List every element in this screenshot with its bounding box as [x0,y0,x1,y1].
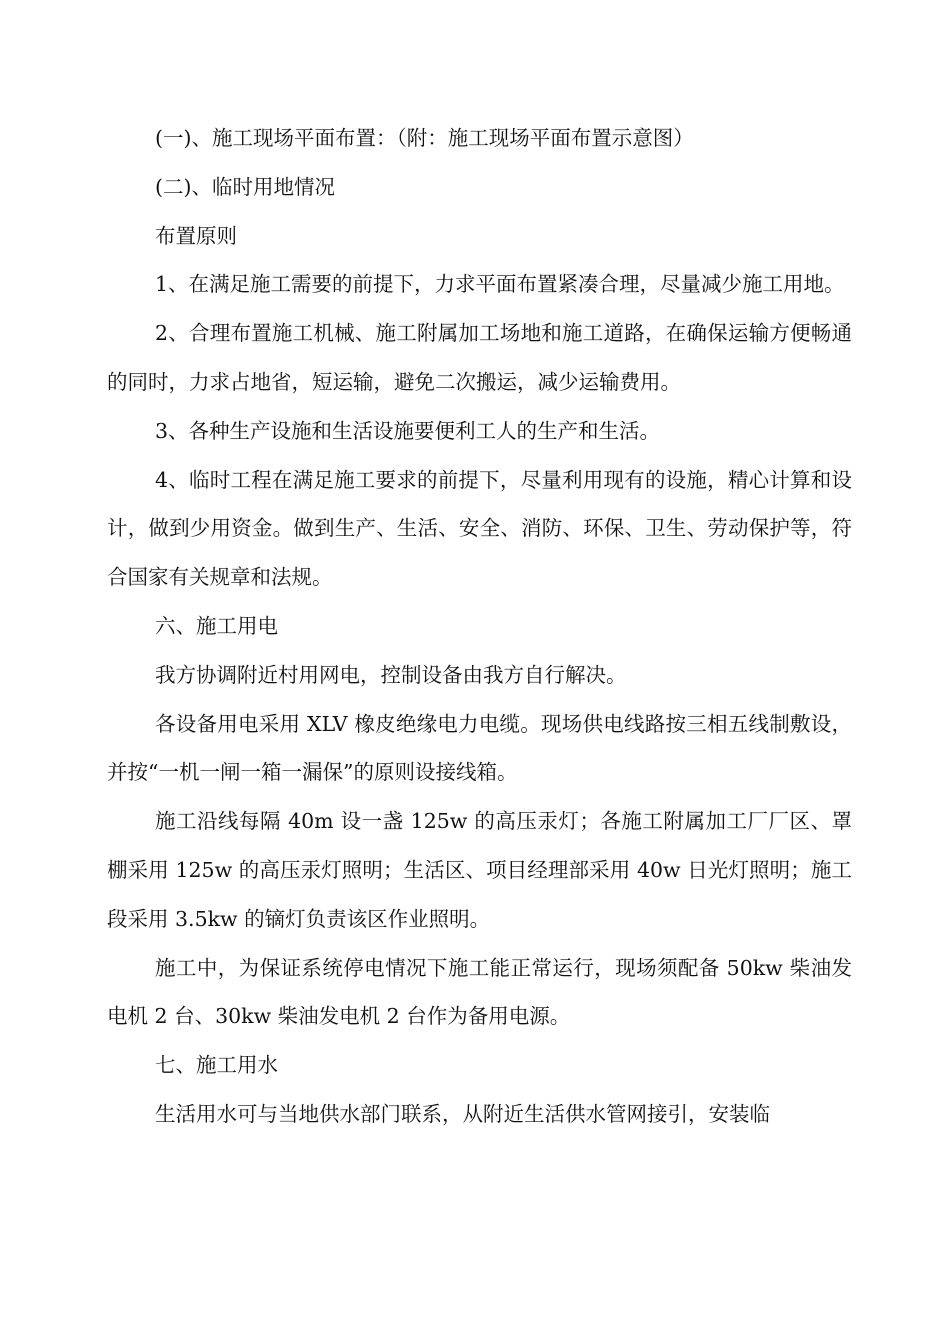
subheading-layout-principles: 布置原则 [155,223,237,248]
power-paragraph-1: 我方协调附近村用网电，控制设备由我方自行解决。 [155,662,627,687]
principle-item-1: 1、在满足施工需要的前提下，力求平面布置紧凑合理，尽量减少施工用地。 [155,272,845,297]
power-paragraph-3: 施工沿线每隔 40m 设一盏 125w 的高压汞灯；各施工附属加工厂厂区、罩棚采用 125w 的高压汞灯照明；生活区、项目经理部采用 40w 日光灯照明；施工段采用 3.5kw 的镝灯负责该区作业照明。 [107,809,852,931]
heading-temporary-land: (二)、临时用地情况 [155,174,335,199]
power-paragraph-2: 各设备用电采用 XLV 橡皮绝缘电力电缆。现场供电线路按三相五线制敷设，并按“一机一闸一箱一漏保”的原则设接线箱。 [107,711,852,785]
heading-construction-power: 六、施工用电 [155,613,278,638]
heading-site-layout: (一)、施工现场平面布置：（附：施工现场平面布置示意图） [155,126,694,150]
water-paragraph-1: 生活用水可与当地供水部门联系，从附近生活供水管网接引，安装临 [155,1101,770,1126]
principle-item-3: 3、各种生产设施和生活设施要便利工人的生产和生活。 [155,418,661,443]
document-body [107,114,852,1139]
heading-construction-water: 七、施工用水 [155,1053,278,1078]
power-paragraph-4: 施工中，为保证系统停电情况下施工能正常运行，现场须配备 50kw 柴油发电机 2 台、30kw 柴油发电机 2 台作为备用电源。 [107,955,852,1029]
principle-item-2: 2、合理布置施工机械、施工附属加工场地和施工道路，在确保运输方便畅通的同时，力求占地省，短运输，避免二次搬运，减少运输费用。 [107,321,852,394]
principle-item-4: 4、临时工程在满足施工要求的前提下，尽量利用现有的设施，精心计算和设计，做到少用资金。做到生产、生活、安全、消防、环保、卫生、劳动保护等，符合国家有关规章和法规。 [107,467,852,590]
